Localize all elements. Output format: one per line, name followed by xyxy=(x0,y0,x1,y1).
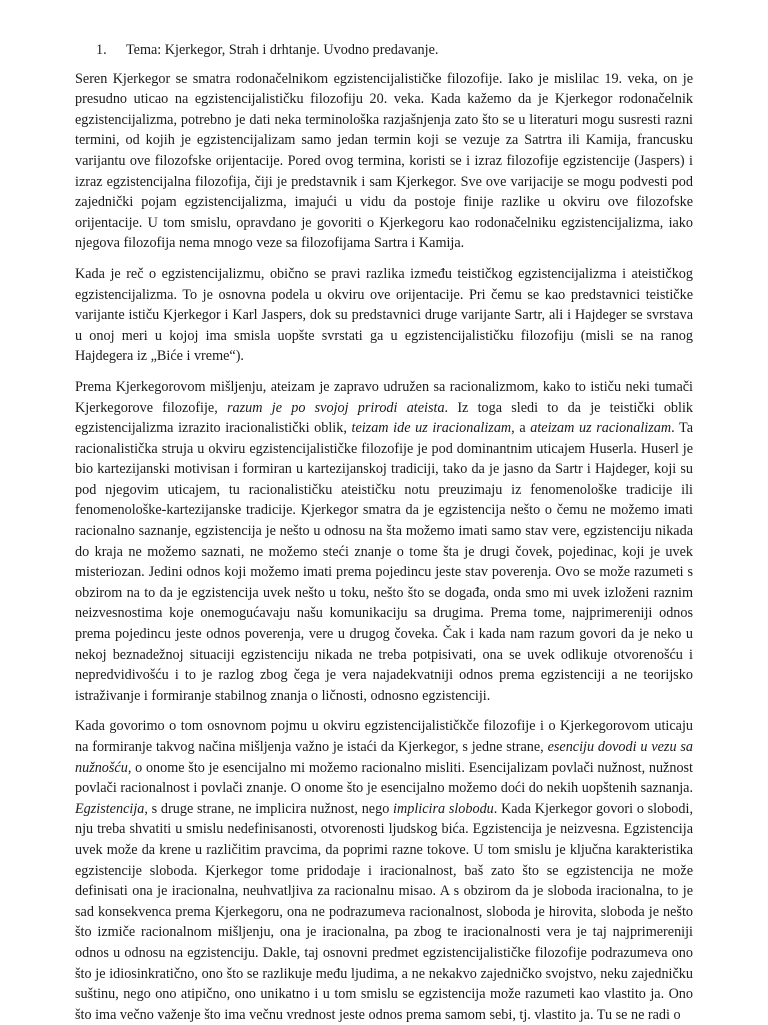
heading-number: 1. xyxy=(96,42,107,58)
section-heading xyxy=(75,40,693,61)
italic-phrase: teizam ide uz iracionalizam xyxy=(351,420,512,437)
text-run: . Ta racionalistička struja u okviru egzistencijalističke filozofije je pod dominantnim uticajem Huserla. Huserl je bio kartezijanski motivisan i formiran u kartezijanskoj tradiciji, tako da je jasno da Sartr i Hajdeger, koji su pod njegovim uticajem, tu racionalističku ateističku notu preuzimaju iz fenomenološke tradicije ili fenomenološke-kartezijanske tradicije. Kjerkegor smatra da je egzistencija nešto o čemu ne možemo imati racionalno saznanje, egzistencija je nešto u odnosu na šta možemo imati samo stav vere, egzistenciju nikada do kraja ne možemo saznati, ne možemo steći znanje o tome šta je drugi čovek, pojedinac, koji je uvek misteriozan. Jedini odnos koji možemo imati prema pojedincu jeste stav poverenja. Ovo se može razumeti s obzirom na to da je egzistencija uvek nešto u toku, nešto što se događa, onda smo mi uvek izloženi raznim neizvesnostima koje onemogućavaju našu komunikaciju sa drugima. Prema tome, najprimereniji odnos prema pojedincu jeste odnos poverenja, vere u drugog čoveka. Čak i kada nam razum govori da je neko u nekoj beznadežnoj situaciji egzistenciju nikada ne treba potpisivati, ona se uvek odlikuje otvorenošću i nepredvidivošću i to je razlog zbog čega je vera najadekvatniji odnos prema egzistenciji a ne teorijsko istraživanje i formiranje stabilnog znanja o ličnosti, odnosno egzistenciji. xyxy=(75,420,694,704)
text-run: Prema Kjerkegorovom mišljenju, ateizam je zapravo udružen sa racionalizmom, kako to ističu neki tumači Kjerkegorove filozofije, xyxy=(75,378,693,416)
text-run: Kada govorimo o tom osnovnom pojmu u okviru egzistencijalističkče filozofije i o Kjerkegorovom uticaju na formiranje takvog načina mišljenja važno je istaći da Kjerkegor, s jedne strane, xyxy=(75,718,693,755)
paragraph xyxy=(75,264,693,367)
text-run: . Kada Kjerkegor govori o slobodi, nju treba shvatiti u smislu nedefinisanosti, otvorenosti ljudskog bića. Egzistencija je neizvesna. Egzistencija uvek može da krene u različitim pravcima, da poprimi razne tokove. U tom smislu je ključna karakteristika egzistencije sloboda. Kjerkegor tome pridodaje i iracionalnost, baš zato što se egzistencija ne može definisati ona je iracionalna, neuhvatljiva za racionalnu misao. A s obzirom da je sloboda iracionalna, to je sad konsekvenca prema Kjerkegoru, ona ne podrazumeva racionalnost, sloboda je hirovita, sloboda je nešto što izmiče racionalnom mišljenju, ona je iracionalna, pa zbog te iracionalnosti vera je taj najprimereniji odnos u odnosu na egzistenciju. Dakle, taj osnovni predmet egzistencijalističke filozofije podrazumeva ono što je idiosinkratično, ono što se razlikuje među ljudima, a ne nekakvo zajedničko svojstvo, neku zajedničku suštinu, nego ono atipično, ono unikatno i u tom smislu se egzistencija može razumeti kao vlastito ja. Ono što ima večno važenje što ima večnu vrednost jeste odnos prema samom sebi, tj. vlastito ja. Tu se ne radi o xyxy=(75,800,693,1023)
paragraph xyxy=(75,69,693,254)
text-run: . Iz toga sledi to da je teistički oblik egzistencijalizma izrazito iracionalistički oblik, xyxy=(75,399,694,437)
text-run: , a xyxy=(511,420,531,437)
paragraph xyxy=(75,377,693,707)
paragraph xyxy=(75,716,693,1025)
italic-phrase: Egzistencija xyxy=(75,800,145,817)
text-run: Kada je reč o egzistencijalizmu, obično se pravi razlika između teističkog egzistencijalizma i ateističkog egzistencijalizma. To je osnovna podela u okviru ove orijentacije. Pri čemu se kao predstavnici teističke varijante ističu Kjerkegor i Karl Jaspers, dok su predstavnici druge varijante Sartr, ali i Hajdeger se svrstava u onoj meri u kojoj ima smisla uopšte svrstati ga u egzistencijalističku filozofiju (misli se na ranog Hajdegera iz „Biće i vreme“). xyxy=(75,265,693,365)
italic-phrase: esenciju dovodi u vezu sa nužnošću xyxy=(75,739,694,776)
text-run: , o onome što je esencijalno mi možemo racionalno misliti. Esencijalizam povlači nužnost, nužnost povlači racionalnost i povlači znanje. O onome što je esencijalno možemo doći do nekih uopštenih saznanja. xyxy=(75,759,693,797)
document-body xyxy=(75,69,693,1025)
italic-phrase: razum je po svojoj prirodi ateista xyxy=(227,399,445,416)
text-run: Seren Kjerkegor se smatra rodonačelnikom egzistencijalističke filozofije. Iako je mislilac 19. veka, on je presudno uticao na egzistencijalističku filozofiju 20. veka. Kada kažemo da je Kjerkegor rodonačelnik egzistencijalizma, potrebno je dati neka terminološka razjašnjenja zato što se u literaturi mogu susresti razni termini, od kojih je egzistencijalizam samo jedan termin koji se vezuje za Satrtra ili Kamija, francusku varijantu ove filozofske orijentacije. Pored ovog termina, koristi se i izraz filozofije egzistencije (Jaspers) i izraz egzistencijalna filozofija, čiji je predstavnik i sam Kjerkegor. Sve ove varijacije se mogu podvesti pod zajednički pojam egzistencijalizma, imajući u vidu da postoje finije razlike u okviru ove filozofske orijentacije. U tom smislu, opravdano je govoriti o Kjerkegoru kao rodonačelniku egzistencijalizma, iako njegova filozofija nema mnogo veze sa filozofijama Sartra i Kamija. xyxy=(75,70,693,252)
italic-phrase: ateizam uz racionalizam xyxy=(530,420,672,437)
text-run: , s druge strane, ne implicira nužnost, nego xyxy=(144,800,394,817)
italic-phrase: implicira slobodu xyxy=(393,800,494,817)
heading-title: Tema: Kjerkegor, Strah i drhtanje. Uvodno predavanje. xyxy=(126,42,439,58)
